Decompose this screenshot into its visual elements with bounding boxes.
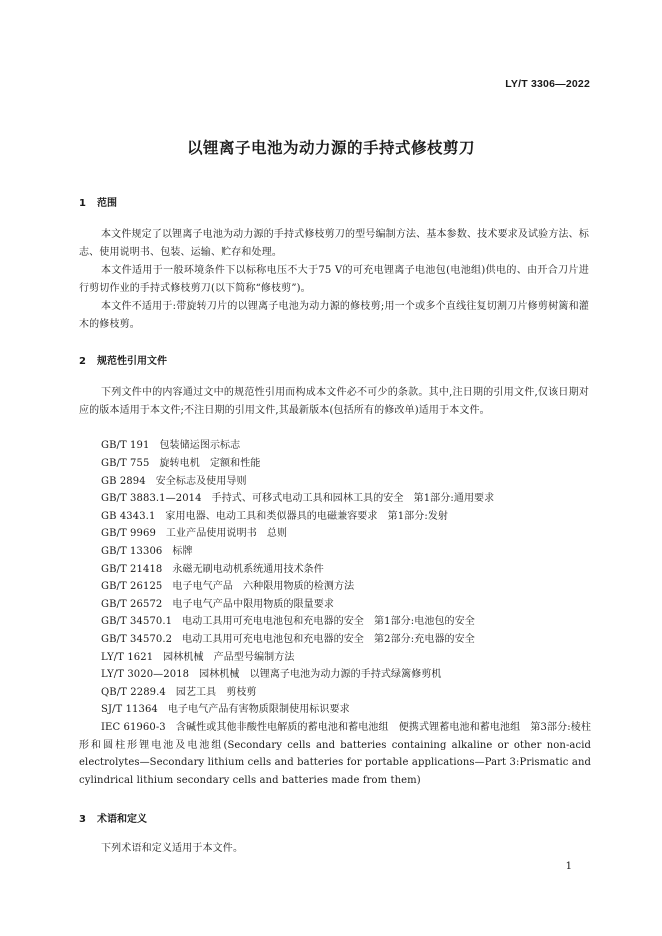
reference-item: LY/T 3020—2018 园林机械 以锂离子电池为动力源的手持式绿篱修剪机 [101, 669, 442, 680]
reference-item: LY/T 1621 园林机械 产品型号编制方法 [101, 652, 295, 663]
normative-intro: 下列文件中的内容通过文中的规范性引用而构成本文件必不可少的条款。其中,注日期的引用文件,仅该日期对应的版本适用于本文件;不注日期的引用文件,其最新版本(包括所有的修改单)适用于本文件。 [79, 387, 589, 416]
reference-item: GB/T 26572 电子电气产品中限用物质的限量要求 [101, 599, 334, 610]
reference-item: GB/T 34570.1 电动工具用可充电电池包和充电器的安全 第1部分:电池包的安全 [101, 616, 475, 627]
reference-item: GB/T 191 包装储运图示标志 [101, 440, 241, 451]
reference-item: GB/T 9969 工业产品使用说明书 总则 [101, 528, 288, 539]
reference-item: GB/T 26125 电子电气产品 六种限用物质的检测方法 [101, 581, 355, 592]
reference-item: GB/T 21418 永磁无刷电动机系统通用技术条件 [101, 564, 324, 575]
reference-item: GB/T 13306 标牌 [101, 546, 193, 557]
section-heading-normative-references [79, 352, 167, 367]
section-number: 2 [79, 356, 86, 367]
reference-item: GB/T 755 旋转电机 定额和性能 [101, 458, 261, 469]
section-number: 3 [79, 814, 86, 825]
section-heading-terms [79, 810, 147, 825]
section-title: 规范性引用文件 [97, 356, 167, 367]
reference-item: GB 2894 安全标志及使用导则 [101, 476, 247, 487]
terms-intro: 下列术语和定义适用于本文件。 [101, 843, 244, 854]
section-title: 术语和定义 [97, 814, 147, 825]
section-number: 1 [79, 198, 86, 209]
reference-item: GB/T 3883.1—2014 手持式、可移式电动工具和园林工具的安全 第1部分:通用要求 [101, 493, 495, 504]
scope-paragraph: 本文件不适用于:带旋转刀片的以锂离子电池为动力源的修枝剪;用一个或多个直线往复切割刀片修剪树篱和灌木的修枝剪。 [79, 301, 589, 330]
section-title: 范围 [97, 198, 117, 209]
iec-reference: IEC 61960-3 含碱性或其他非酸性电解质的蓄电池和蓄电池组 便携式锂蓄电池和蓄电池组 第3部分:棱柱形和圆柱形锂电池及电池组(Secondary cells and batteries containing alkaline or other non-acid electrolytes—Secondary lithium cells and batteries for portable applications—Part 3:Prismatic and cylindrical lithium secondary cells and batteries made from them) [79, 722, 591, 786]
reference-item: GB/T 34570.2 电动工具用可充电电池包和充电器的安全 第2部分:充电器的安全 [101, 634, 475, 645]
reference-item: GB 4343.1 家用电器、电动工具和类似器具的电磁兼容要求 第1部分:发射 [101, 511, 449, 522]
reference-item: SJ/T 11364 电子电气产品有害物质限制使用标识要求 [101, 704, 350, 715]
standard-number: LY/T 3306—2022 [505, 78, 590, 90]
page-number: 1 [565, 861, 572, 872]
scope-paragraph: 本文件适用于一般环境条件下以标称电压不大于75 V的可充电锂离子电池包(电池组)供电的、由开合刀片进行剪切作业的手持式修枝剪刀(以下简称“修枝剪”)。 [79, 265, 589, 294]
reference-item: QB/T 2289.4 园艺工具 剪枝剪 [101, 687, 257, 698]
scope-paragraph: 本文件规定了以锂离子电池为动力源的手持式修枝剪刀的型号编制方法、基本参数、技术要求及试验方法、标志、使用说明书、包装、运输、贮存和处理。 [79, 229, 589, 258]
document-title: 以锂离子电池为动力源的手持式修枝剪刀 [186, 139, 475, 157]
section-heading-scope [79, 194, 117, 209]
